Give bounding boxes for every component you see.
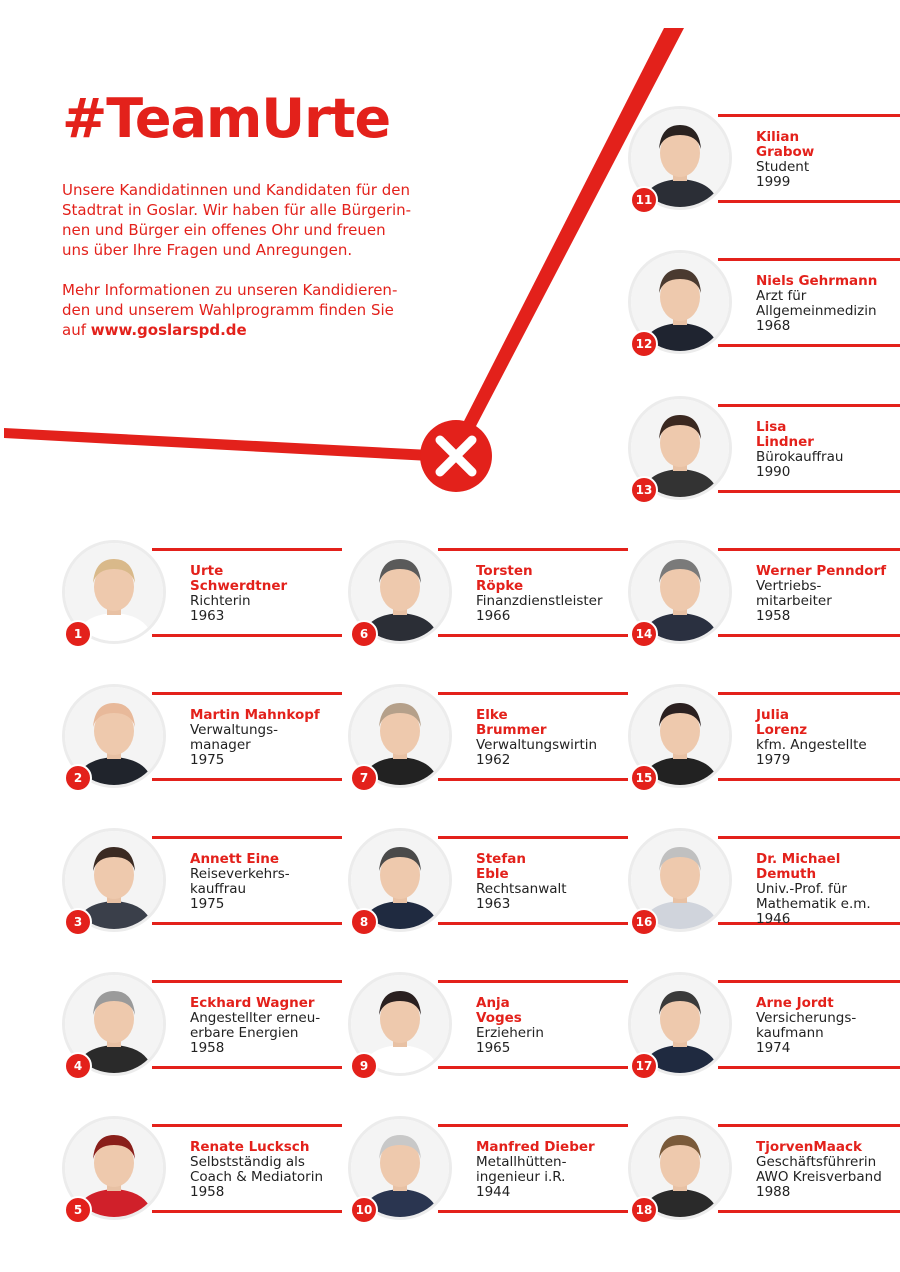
candidate-name: Elke Brummer [476,707,547,738]
candidate-birth-year: 1990 [756,464,791,480]
candidate-name: Julia Lorenz [756,707,808,738]
candidate-info [476,564,621,624]
candidate-name: Stefan Eble [476,851,526,882]
card-line-bottom [152,1210,342,1213]
candidate-card [628,396,898,516]
card-line-bottom [152,778,342,781]
candidate-number-badge: 2 [64,764,92,792]
card-line-bottom [718,200,900,203]
candidate-info [756,130,900,190]
card-line-top [718,836,900,839]
candidate-birth-year: 1962 [476,752,511,768]
candidate-role: Univ.-Prof. für Mathematik e.m. [756,881,871,912]
candidate-name: Werner Penndorf [756,563,887,579]
candidate-card [348,972,618,1092]
candidate-card [628,106,898,226]
card-line-bottom [438,778,628,781]
candidate-info [756,852,900,927]
candidate-number-badge: 5 [64,1196,92,1224]
candidate-info [756,420,900,480]
candidate-role: Versicherungs- kaufmann [756,1010,857,1041]
candidate-role: Angestellter erneu- erbare Energien [190,1010,321,1041]
card-line-top [152,692,342,695]
candidate-card [628,250,898,370]
candidate-name: Manfred Dieber [476,1139,595,1155]
candidate-card [62,540,332,660]
candidate-name: Annett Eine [190,851,280,867]
red-stroke-left [4,428,430,461]
candidate-role: Verwaltungs- manager [190,722,278,753]
card-line-bottom [152,1066,342,1069]
candidate-card [348,540,618,660]
card-line-top [718,258,900,261]
candidate-card [348,684,618,804]
candidate-info [756,708,900,768]
candidate-role: Rechtsanwalt [476,881,567,897]
candidate-card [62,1116,332,1236]
candidate-name: Niels Gehrmann [756,273,878,289]
candidate-name: Eckhard Wagner [190,995,315,1011]
candidate-number-badge: 7 [350,764,378,792]
candidate-role: Reiseverkehrs- kauffrau [190,866,290,897]
candidate-number-badge: 13 [630,476,658,504]
candidate-number-badge: 17 [630,1052,658,1080]
candidate-card [348,1116,618,1236]
candidate-number-badge: 4 [64,1052,92,1080]
card-line-top [718,548,900,551]
card-line-top [152,836,342,839]
candidate-name: Renate Lucksch [190,1139,310,1155]
candidate-role: Bürokauffrau [756,449,844,465]
candidate-birth-year: 1963 [190,608,225,624]
candidate-number-badge: 3 [64,908,92,936]
card-line-bottom [152,634,342,637]
candidate-birth-year: 1988 [756,1184,791,1200]
candidate-birth-year: 1999 [756,174,791,190]
card-line-bottom [718,634,900,637]
candidate-card [628,1116,898,1236]
candidate-name: Urte Schwerdtner [190,563,288,594]
candidate-role: Arzt für Allgemeinmedizin [756,288,877,319]
card-line-top [718,404,900,407]
candidate-number-badge: 1 [64,620,92,648]
website-link[interactable]: www.goslarspd.de [90,321,247,339]
candidate-birth-year: 1963 [476,896,511,912]
card-line-top [718,114,900,117]
candidate-number-badge: 8 [350,908,378,936]
candidate-number-badge: 14 [630,620,658,648]
candidate-role: kfm. Angestellte [756,737,867,753]
candidate-name: Dr. Michael Demuth [756,851,841,882]
more-info-text [62,280,462,340]
candidate-card [628,540,898,660]
candidate-card [628,972,898,1092]
card-line-top [152,1124,342,1127]
candidate-birth-year: 1944 [476,1184,511,1200]
candidate-name: Kilian Grabow [756,129,815,160]
candidate-role: Vertriebs- mitarbeiter [756,578,832,609]
candidate-card [62,828,332,948]
candidate-role: Metallhütten- ingenieur i.R. [476,1154,567,1185]
candidate-birth-year: 1974 [756,1040,791,1056]
candidate-name: Torsten Röpke [476,563,533,594]
card-line-bottom [152,922,342,925]
candidate-info [476,852,621,912]
page-title: #TeamUrte [62,87,391,150]
candidate-name: Lisa Lindner [756,419,814,450]
candidate-info [190,708,335,768]
candidate-number-badge: 9 [350,1052,378,1080]
card-line-bottom [718,344,900,347]
card-line-top [438,836,628,839]
candidate-info [756,274,900,334]
card-line-top [438,980,628,983]
candidate-birth-year: 1966 [476,608,511,624]
candidate-number-badge: 16 [630,908,658,936]
candidate-name: Anja Voges [476,995,522,1026]
card-line-bottom [718,1066,900,1069]
candidate-info [476,1140,621,1200]
card-line-top [152,980,342,983]
candidate-number-badge: 15 [630,764,658,792]
candidate-info [190,852,335,912]
candidate-info [476,708,621,768]
candidate-birth-year: 1946 [756,911,791,927]
candidate-info [190,996,335,1056]
intro-text: Unsere Kandidatinnen und Kandidaten für den Stadtrat in Goslar. Wir haben für alle Bürgerin- nen und Bürger ein offenes Ohr und freuen uns über Ihre Fragen und Anregungen. [62,181,412,259]
candidate-card [62,684,332,804]
candidate-role: Finanzdienstleister [476,593,603,609]
card-line-top [152,548,342,551]
candidate-role: Erzieherin [476,1025,544,1041]
candidate-birth-year: 1979 [756,752,791,768]
candidate-birth-year: 1958 [756,608,791,624]
card-line-top [438,548,628,551]
card-line-bottom [718,778,900,781]
candidate-number-badge: 11 [630,186,658,214]
candidate-info [756,996,900,1056]
more-info-label: Mehr Informationen zu unseren Kandidieren- den und unserem Wahlprogramm finden Sie auf [62,281,398,339]
candidate-role: Verwaltungswirtin [476,737,598,753]
candidate-birth-year: 1975 [190,752,225,768]
candidate-card [628,828,898,948]
candidate-card [628,684,898,804]
candidate-name: Arne Jordt [756,995,834,1011]
candidate-number-badge: 6 [350,620,378,648]
card-line-top [718,1124,900,1127]
candidate-name: Martin Mahnkopf [190,707,320,723]
candidate-birth-year: 1958 [190,1040,225,1056]
candidate-number-badge: 12 [630,330,658,358]
candidate-birth-year: 1975 [190,896,225,912]
candidate-info [756,1140,900,1200]
card-line-bottom [718,1210,900,1213]
candidate-info [190,564,335,624]
candidate-card [62,972,332,1092]
candidate-role: Geschäftsführerin AWO Kreisverband [756,1154,882,1185]
candidate-name: TjorvenMaack [756,1139,862,1155]
candidate-card [348,828,618,948]
card-line-bottom [438,1066,628,1069]
candidate-role: Richterin [190,593,251,609]
card-line-top [718,692,900,695]
candidate-number-badge: 18 [630,1196,658,1224]
card-line-top [438,1124,628,1127]
candidate-info [190,1140,335,1200]
candidate-birth-year: 1958 [190,1184,225,1200]
card-line-bottom [718,490,900,493]
candidate-number-badge: 10 [350,1196,378,1224]
card-line-bottom [438,922,628,925]
candidate-role: Selbstständig als Coach & Mediatorin [190,1154,324,1185]
candidate-birth-year: 1965 [476,1040,511,1056]
card-line-bottom [438,1210,628,1213]
candidate-info [476,996,621,1056]
card-line-top [438,692,628,695]
card-line-bottom [438,634,628,637]
candidate-birth-year: 1968 [756,318,791,334]
candidate-info [756,564,900,624]
card-line-top [718,980,900,983]
candidate-role: Student [756,159,810,175]
